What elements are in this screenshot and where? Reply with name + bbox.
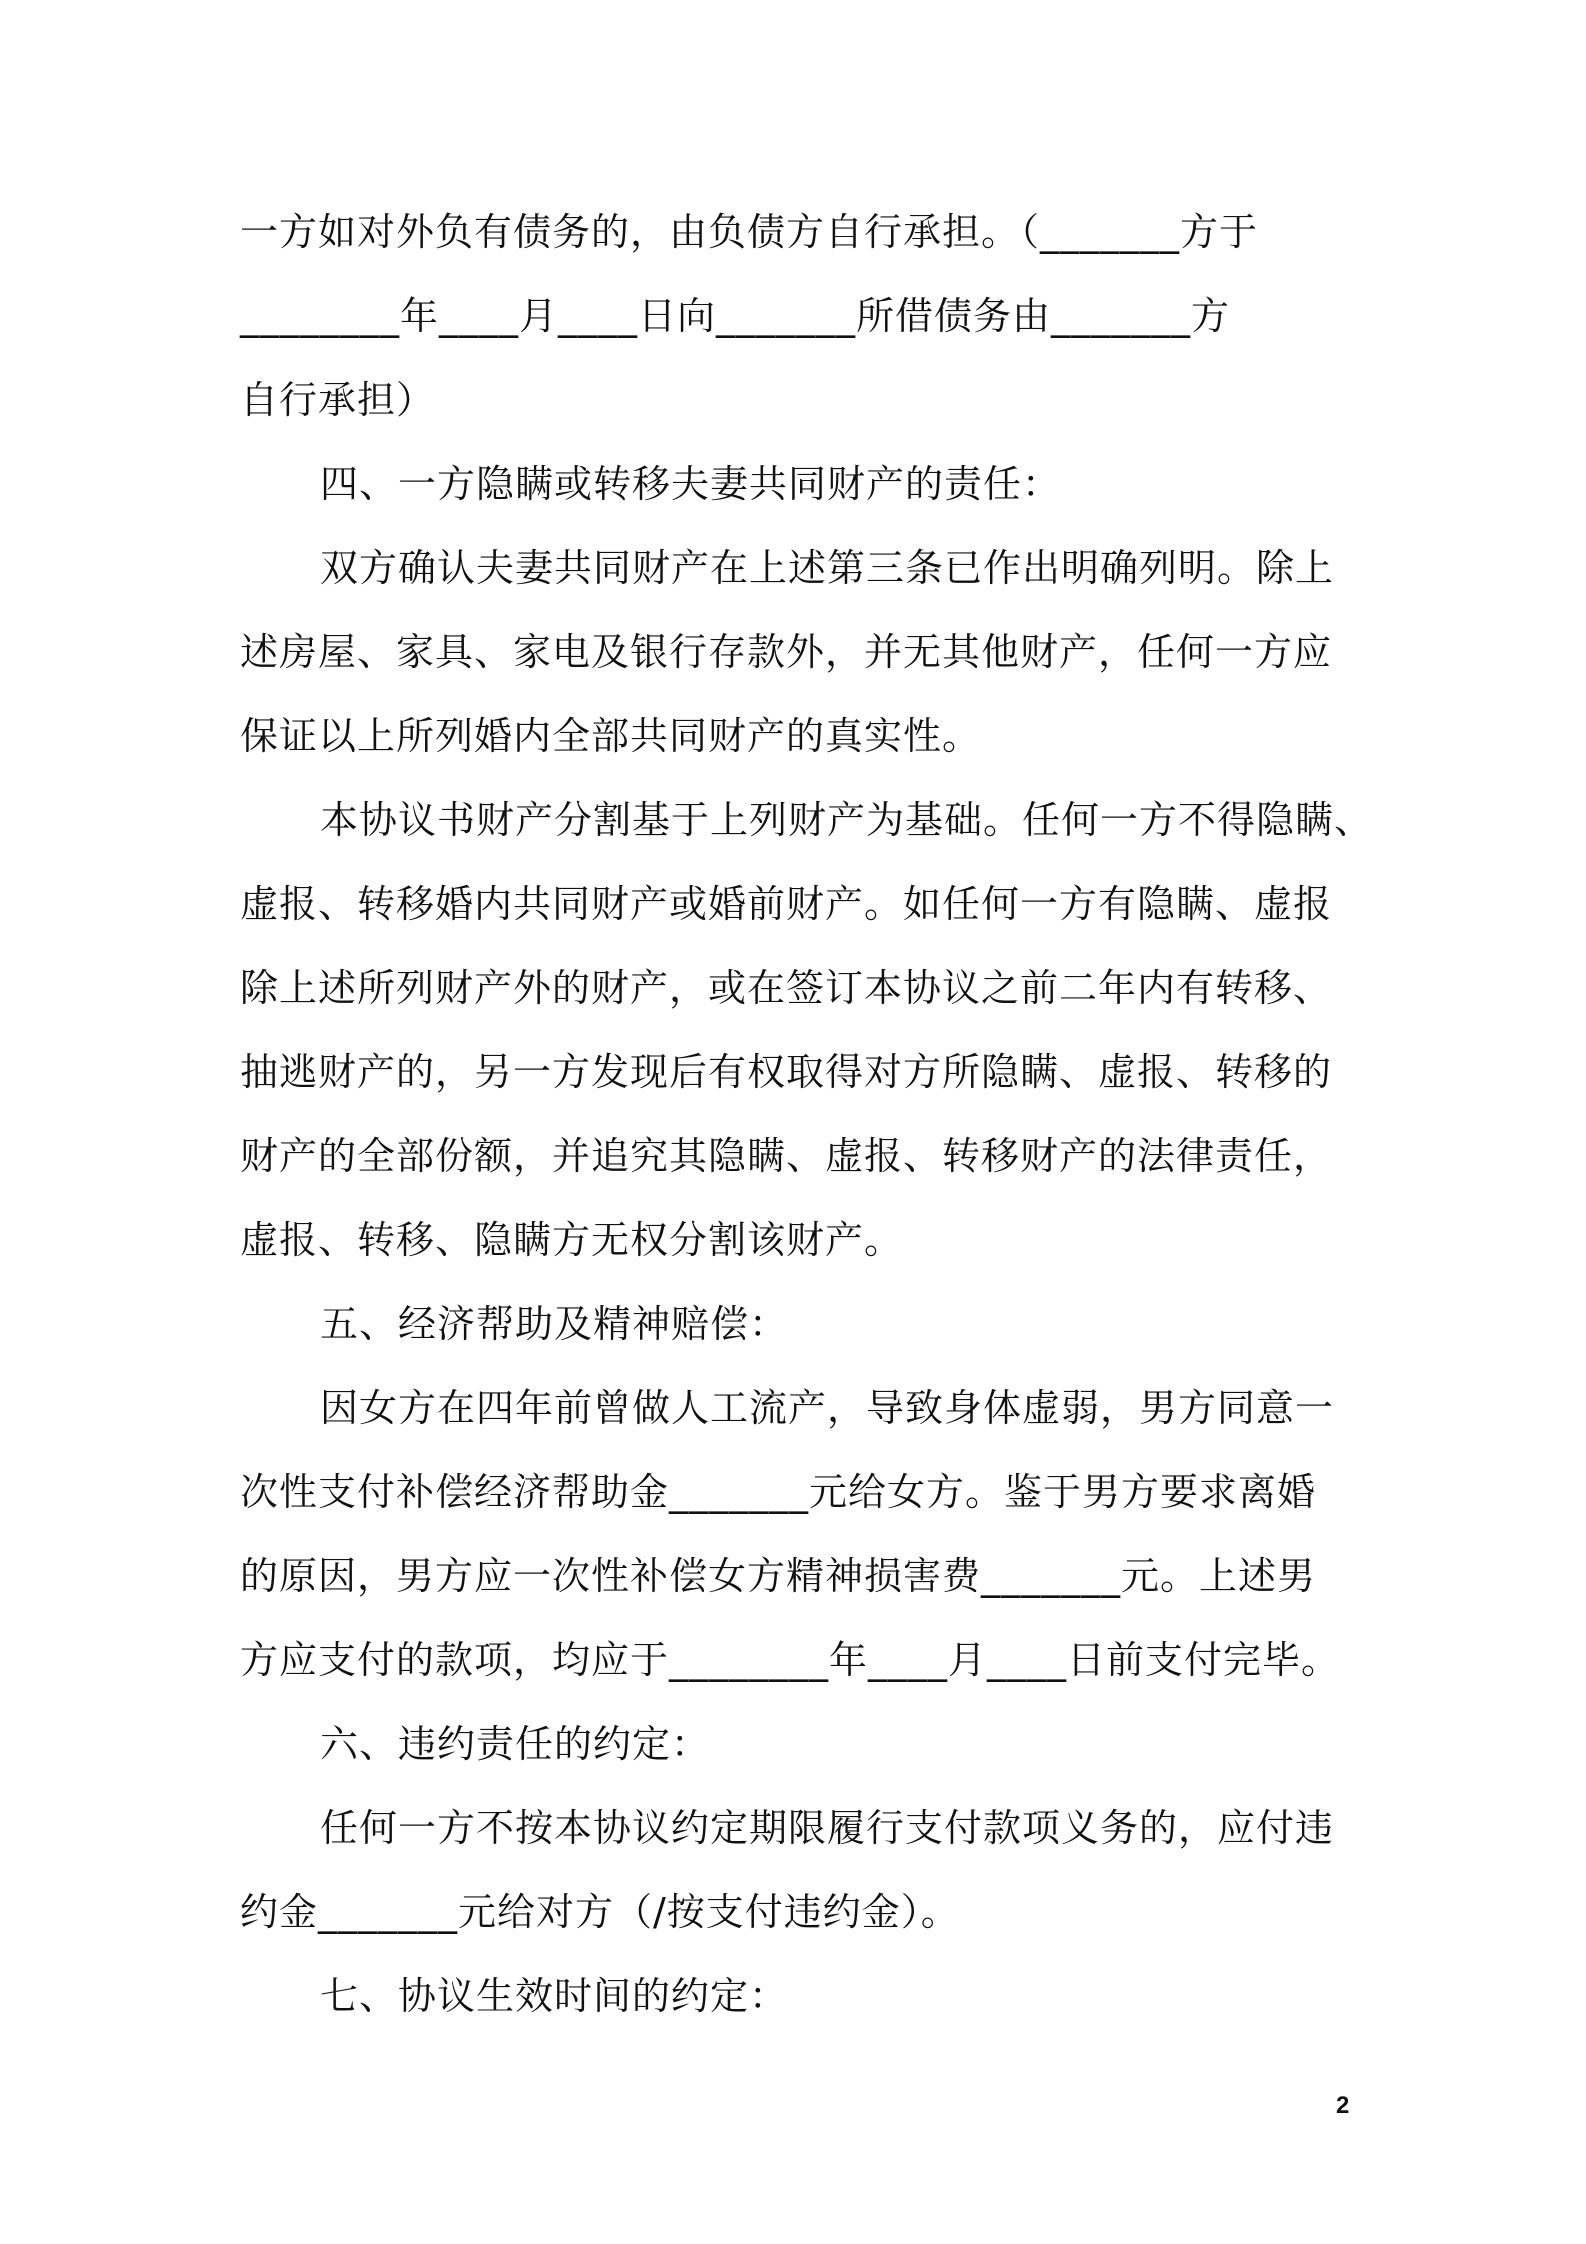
section-heading: 七、协议生效时间的约定： bbox=[320, 1974, 789, 2018]
document-body bbox=[240, 190, 1374, 2038]
text-line: 抽逃财产的，另一方发现后有权取得对方所隐瞒、虚报、转移的 bbox=[240, 1050, 1333, 1094]
text-line: 因女方在四年前曾做人工流产，导致身体虚弱，男方同意一 bbox=[320, 1386, 1335, 1430]
text-line: 财产的全部份额，并追究其隐瞒、虚报、转移财产的法律责任， bbox=[240, 1134, 1333, 1178]
text-line: 述房屋、家具、家电及银行存款外，并无其他财产，任何一方应 bbox=[240, 630, 1333, 674]
text-line: 除上述所列财产外的财产，或在签订本协议之前二年内有转移、 bbox=[240, 966, 1333, 1010]
text-line: 虚报、转移婚内共同财产或婚前财产。如任何一方有隐瞒、虚报 bbox=[240, 882, 1333, 926]
text-line: 一方如对外负有债务的，由负债方自行承担。（_______方于 bbox=[240, 210, 1259, 254]
text-line: 方应支付的款项，均应于________年____月____日前支付完毕。 bbox=[240, 1638, 1341, 1682]
page-number: 2 bbox=[1336, 2092, 1350, 2119]
text-line: 保证以上所列婚内全部共同财产的真实性。 bbox=[240, 714, 982, 758]
text-line: 虚报、转移、隐瞒方无权分割该财产。 bbox=[240, 1218, 904, 1262]
text-line: 本协议书财产分割基于上列财产为基础。任何一方不得隐瞒、 bbox=[320, 798, 1374, 842]
text-line: 次性支付补偿经济帮助金_______元给女方。鉴于男方要求离婚 bbox=[240, 1470, 1317, 1514]
section-heading: 六、违约责任的约定： bbox=[320, 1722, 711, 1766]
text-line: 的原因，男方应一次性补偿女方精神损害费_______元。上述男 bbox=[240, 1554, 1317, 1598]
text-line: ________年____月____日向_______所借债务由_______方 bbox=[240, 294, 1231, 338]
text-line: 双方确认夫妻共同财产在上述第三条已作出明确列明。除上 bbox=[320, 546, 1335, 590]
text-line: 约金_______元给对方（/按支付违约金）。 bbox=[240, 1890, 960, 1934]
section-heading: 四、一方隐瞒或转移夫妻共同财产的责任： bbox=[320, 462, 1062, 506]
text-line: 自行承担） bbox=[240, 378, 436, 422]
section-heading: 五、经济帮助及精神赔偿： bbox=[320, 1302, 789, 1346]
text-line: 任何一方不按本协议约定期限履行支付款项义务的，应付违 bbox=[320, 1806, 1335, 1850]
